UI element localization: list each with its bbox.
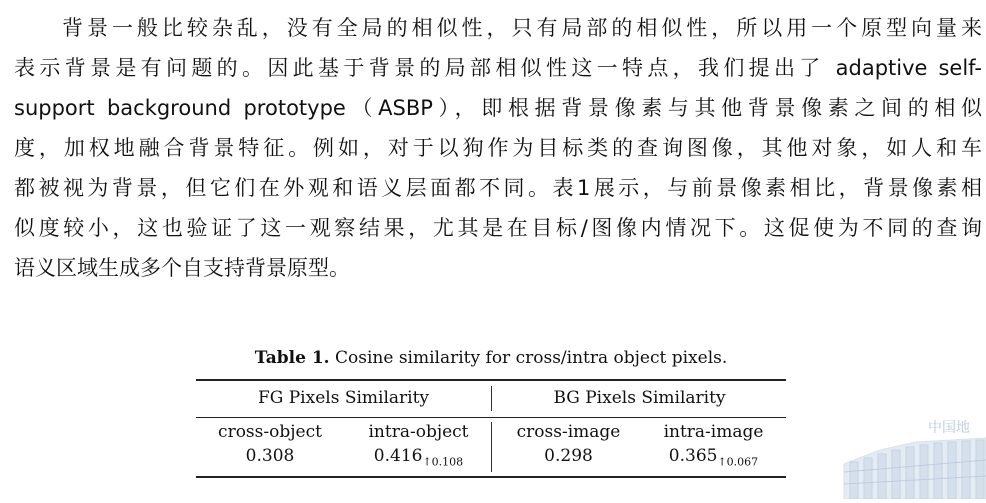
cross-image-cell xyxy=(496,420,641,468)
column-divider xyxy=(491,422,492,472)
table-group-header xyxy=(196,381,786,417)
similarity-table xyxy=(196,345,786,478)
intra-image-cell xyxy=(641,420,786,474)
table-delta: ↑0.067 xyxy=(717,455,759,469)
paragraph-line: support background prototype（ASBP），即根据背景像素与其他背景像素之间的相似 xyxy=(14,96,982,120)
paragraph-line: 似度较小，这也验证了这一观察结果，尤其是在目标/图像内情况下。这促使为不同的查询 xyxy=(14,216,982,240)
table-value-wrap xyxy=(346,444,491,474)
table-row xyxy=(196,418,786,476)
fg-group-header: FG Pixels Similarity xyxy=(257,388,430,408)
table-caption-text: Cosine similarity for cross/intra object pixels. xyxy=(335,348,728,368)
body-paragraph xyxy=(14,8,982,288)
paragraph-line: 度，加权地融合背景特征。例如，对于以狗作为目标类的查询图像，其他对象，如人和车 xyxy=(14,136,982,160)
paragraph-line: 表示背景是有问题的。因此基于背景的局部相似性这一特点，我们提出了 adaptive self- xyxy=(14,56,982,80)
bg-group-header: BG Pixels Similarity xyxy=(553,388,726,408)
column-header: intra-image xyxy=(663,422,764,442)
table-value: 0.308 xyxy=(245,446,295,466)
column-header: intra-object xyxy=(368,422,469,442)
table-value: 0.416 xyxy=(373,446,423,466)
watermark-text: 中国地 xyxy=(928,420,970,436)
university-building-watermark xyxy=(840,412,986,499)
table-value-wrap xyxy=(641,444,786,474)
column-header: cross-image xyxy=(516,422,621,442)
table-value: 0.298 xyxy=(544,446,593,466)
paragraph-line: 背景一般比较杂乱，没有全局的相似性，只有局部的相似性，所以用一个原型向量来 xyxy=(62,16,982,40)
cross-object-cell xyxy=(196,420,344,468)
column-header: cross-object xyxy=(218,422,322,442)
table-bottom-rule xyxy=(196,476,786,478)
building-watermark-image xyxy=(840,412,986,499)
intra-object-cell xyxy=(346,420,491,474)
paragraph-line: 语义区域生成多个自支持背景原型。 xyxy=(14,256,350,280)
table-caption xyxy=(196,345,786,371)
table-value: 0.365 xyxy=(668,446,718,466)
table-delta: ↑0.108 xyxy=(422,455,464,469)
table-caption-label: Table 1. xyxy=(254,348,330,368)
paragraph-line: 都被视为背景，但它们在外观和语义层面都不同。表1展示，与前景像素相比，背景像素相 xyxy=(14,176,982,200)
